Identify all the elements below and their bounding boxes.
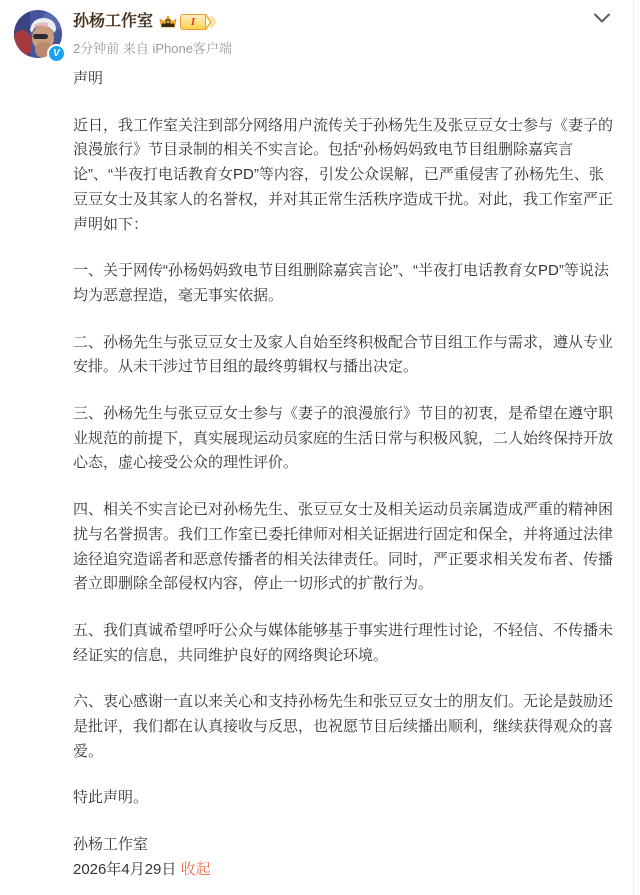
statement-paragraph: 特此声明。 [73,789,149,807]
post-header [73,12,232,57]
vip-level-badge: I [180,14,206,30]
username[interactable]: 孙杨工作室 [73,13,154,30]
verified-badge-icon: V [49,46,64,61]
avatar[interactable] [14,10,62,58]
signature-block [73,833,613,882]
post-meta: 2分钟前 来自 iPhone客户端 [73,41,232,56]
statement-title: 声明 [73,70,104,87]
statement-paragraph: 六、衷心感谢一直以来关心和支持孙杨先生和张豆豆女士的朋友们。无论是鼓励还是批评，我们都在认真接收与反思，也祝愿节目后续播出顺利，继续获得观众的喜爱。 [73,693,614,760]
chevron-down-icon[interactable] [590,8,614,28]
statement-paragraph: 四、相关不实言论已对孙杨先生、张豆豆女士及相关运动员亲属造成严重的精神困扰与名誉损害。我们工作室已委托律师对相关证据进行固定和保全，并将通过法律途径追究造谣者和恶意传播者的相关法律责任。同时，严正要求相关发布者、传播者立即删除全部侵权内容，停止一切形式的扩散行为。 [73,501,614,593]
vip-badge-tail-icon [206,14,217,30]
statement-date: 2026年4月29日 [73,860,177,878]
member-badge[interactable] [158,13,217,31]
post-content [73,67,613,895]
statement-paragraph: 二、孙杨先生与张豆豆女士及家人自始至终积极配合节目组工作与需求，遵从专业安排。从未干涉过节目组的最终剪辑权与播出决定。 [73,333,614,376]
statement-paragraph: 五、我们真诚希望呼吁公众与媒体能够基于事实进行理性讨论，不轻信、不传播未经证实的信息，共同维护良好的网络舆论环境。 [73,621,614,664]
collapse-link[interactable]: 收起 [180,860,211,878]
signature: 孙杨工作室 [73,836,149,854]
right-divider [633,0,634,895]
statement-paragraph: 一、关于网传“孙杨妈妈致电节目组删除嘉宾言论”、“半夜打电话教育女PD”等说法均为恶意捏造，毫无事实依据。 [73,262,609,304]
statement-paragraph: 近日，我工作室关注到部分网络用户流传关于孙杨先生及张豆豆女士参与《妻子的浪漫旅行》节目录制的相关不实言论。包括“孙杨妈妈致电节目组删除嘉宾言论”、“半夜打电话教育女PD”等内容，引发公众误解，已严重侵害了孙杨先生、张豆豆女士及其家人的名誉权，并对其正常生活秩序造成干扰。对此，我工作室严正声明如下： [73,116,614,233]
crown-icon [158,13,178,31]
statement-paragraph: 三、孙杨先生与张豆豆女士参与《妻子的浪漫旅行》节目的初衷，是希望在遵守职业规范的前提下，真实展现运动员家庭的生活日常与积极风貌，二人始终保持开放心态，虚心接受公众的理性评价。 [73,405,614,472]
